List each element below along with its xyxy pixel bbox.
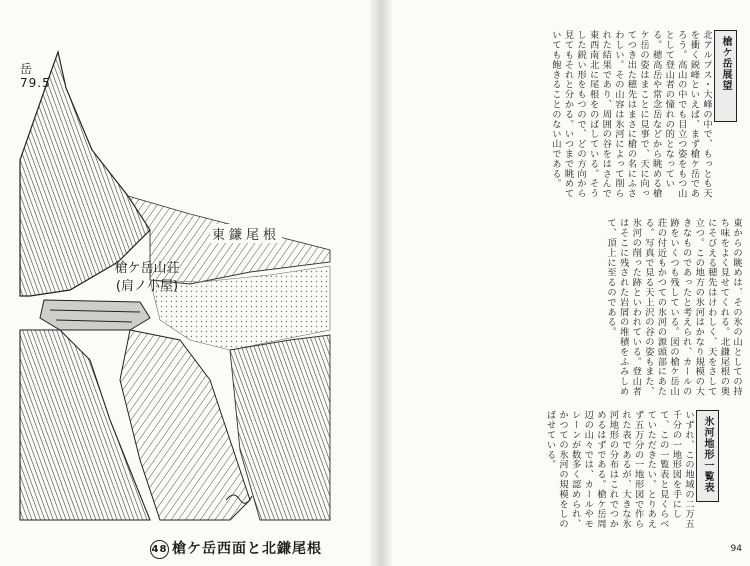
right-page	[392, 0, 750, 566]
section-heading-view: 槍ケ岳展望	[714, 30, 737, 122]
caption-number: 48	[150, 540, 169, 559]
figure-caption	[150, 538, 322, 559]
page-gutter	[370, 0, 392, 566]
ridge-label: 東鎌尾根	[210, 224, 282, 243]
left-page	[0, 0, 370, 566]
text-block-middle: 東からの眺めは、その氷の山としての持ち味をよく見せてくれる。北鎌尾根の奥にそびえる穂先はけわしく、天をさして立つ。この地方の氷河はかなり規模の大きなものであったと考えられ、カールの跡をいくつも残している。図の槍ケ岳山荘の付近もかつての氷河の源頭部にあたる。写真で見る天上沢の谷の姿もまた、氷河の削った跡といわれている。登山者はそこに残された岩屑の堆積をふみしめて、頂上に至るのである。	[605, 218, 742, 397]
hut-alias: (肩ノ小屋)	[115, 279, 179, 294]
text-block-lower: いずれ、この地域の二万五千分の一地形図を手にして、この一覧表と見くらべていただきたい。とりあえず五万分の一地形図で作られた表であるが、大きな氷河地形の分布はこれでつかめるはずである。槍ケ岳周辺の山々では、カールやモレーンが数多く認められ、かつての氷河の規模をしのばせている。	[544, 410, 694, 529]
hut-label	[92, 260, 202, 296]
summit-elevation: 79.5	[20, 76, 51, 90]
caption-text: 槍ケ岳西面と北鎌尾根	[172, 541, 322, 557]
hut-name: 槍ケ岳山荘	[114, 261, 180, 276]
summit-label	[20, 62, 51, 90]
mountain-hut	[40, 300, 150, 330]
page-number: 94	[730, 544, 742, 554]
summit-name: 岳	[20, 62, 34, 76]
section-heading-glacier: 氷河地形一覧表	[696, 410, 719, 502]
text-block-upper: 北アルプス・大峰の中で、もっとも天を衝く鋭峰といえば、まず槍ケ岳であろう。高山の中でも目立つ姿をもつ山として登山者の憧れの的となっている。穂高岳や常念岳などから眺める槍ケ岳の姿はまことに見事で、天に向ってつき出た穂先はまさに槍の名にふさわしい。その山容は氷河によって削られた結果であり、周囲の谷をはさんで東西南北に尾根をのばしている。そうした鋭い形をもつので、どの方向から見てもそれと分かる。いつまで眺めていても飽きることのない山である。	[549, 30, 712, 199]
